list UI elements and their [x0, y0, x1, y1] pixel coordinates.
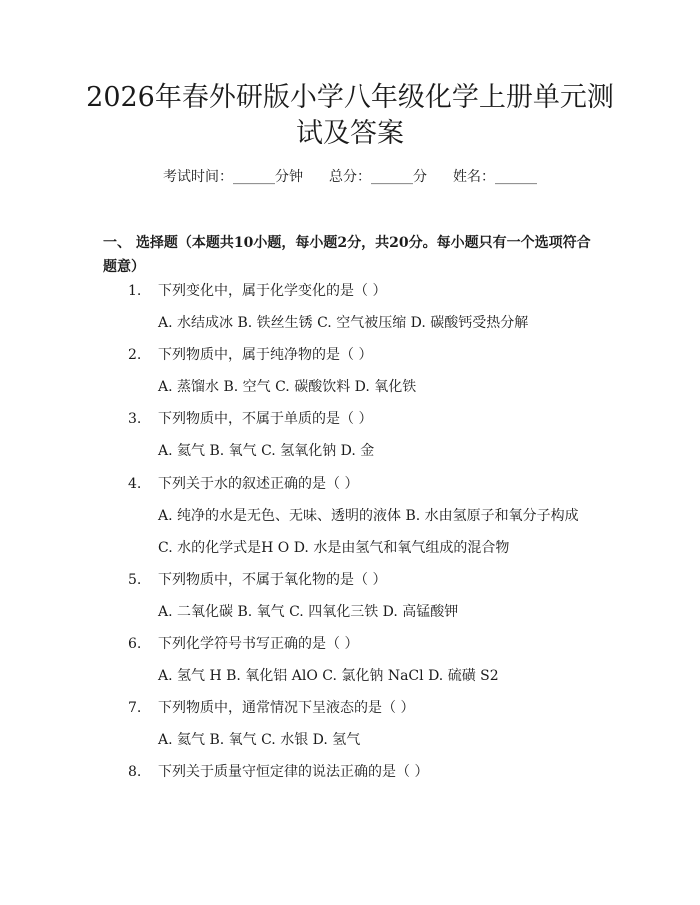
question-4 — [128, 474, 358, 494]
question-text: 下列变化中，属于化学变化的是（ ） — [158, 283, 387, 299]
exam-info-line — [0, 167, 700, 187]
question-2 — [128, 345, 372, 365]
question-number: 3. — [128, 411, 142, 427]
question-text: 下列物质中，不属于氧化物的是（ ） — [158, 572, 387, 588]
question-text: 下列物质中，通常情况下呈液态的是（ ） — [158, 700, 415, 716]
question-text: 下列物质中，不属于单质的是（ ） — [158, 411, 373, 427]
question-6-options: A. 氢气 H B. 氧化铝 AlO C. 氯化钠 NaCl D. 硫磺 S2 — [158, 668, 499, 684]
question-number: 5. — [128, 572, 142, 588]
question-1-options: A. 水结成冰 B. 铁丝生锈 C. 空气被压缩 D. 碳酸钙受热分解 — [158, 315, 529, 331]
question-7-options: A. 氦气 B. 氧气 C. 水银 D. 氢气 — [158, 732, 361, 748]
question-number: 6. — [128, 636, 142, 652]
question-number: 8. — [128, 764, 142, 780]
total-score-field: 总分：______分 — [329, 169, 427, 185]
question-6 — [128, 634, 358, 654]
question-number: 2. — [128, 347, 142, 363]
question-3-options: A. 氦气 B. 氧气 C. 氢氧化钠 D. 金 — [158, 443, 375, 459]
question-text: 下列关于质量守恒定律的说法正确的是（ ） — [158, 764, 429, 780]
question-text: 下列关于水的叙述正确的是（ ） — [158, 476, 359, 492]
question-5 — [128, 570, 386, 590]
page-title: 2026年春外研版小学八年级化学上册单元测试及答案 — [86, 82, 614, 149]
section-heading-multiple-choice: 一、 选择题（本题共10小题，每小题2分，共20分。每小题只有一个选项符合题意） — [103, 235, 591, 275]
student-name-field: 姓名：______ — [453, 169, 537, 185]
question-2-options: A. 蒸馏水 B. 空气 C. 碳酸饮料 D. 氧化铁 — [158, 379, 417, 395]
question-4-options-line-2: C. 水的化学式是H O D. 水是由氢气和氧气组成的混合物 — [158, 540, 510, 556]
question-text: 下列化学符号书写正确的是（ ） — [158, 636, 359, 652]
question-1 — [128, 281, 386, 301]
question-5-options: A. 二氧化碳 B. 氧气 C. 四氧化三铁 D. 高锰酸钾 — [158, 604, 459, 620]
question-7 — [128, 698, 414, 718]
question-text: 下列物质中，属于纯净物的是（ ） — [158, 347, 373, 363]
question-8 — [128, 762, 428, 782]
question-number: 7. — [128, 700, 142, 716]
question-4-options-line-1: A. 纯净的水是无色、无味、透明的液体 B. 水由氢原子和氧分子构成 — [158, 508, 579, 524]
exam-time-field: 考试时间：______分钟 — [163, 169, 303, 185]
question-number: 4. — [128, 476, 142, 492]
question-number: 1. — [128, 283, 142, 299]
question-3 — [128, 409, 372, 429]
